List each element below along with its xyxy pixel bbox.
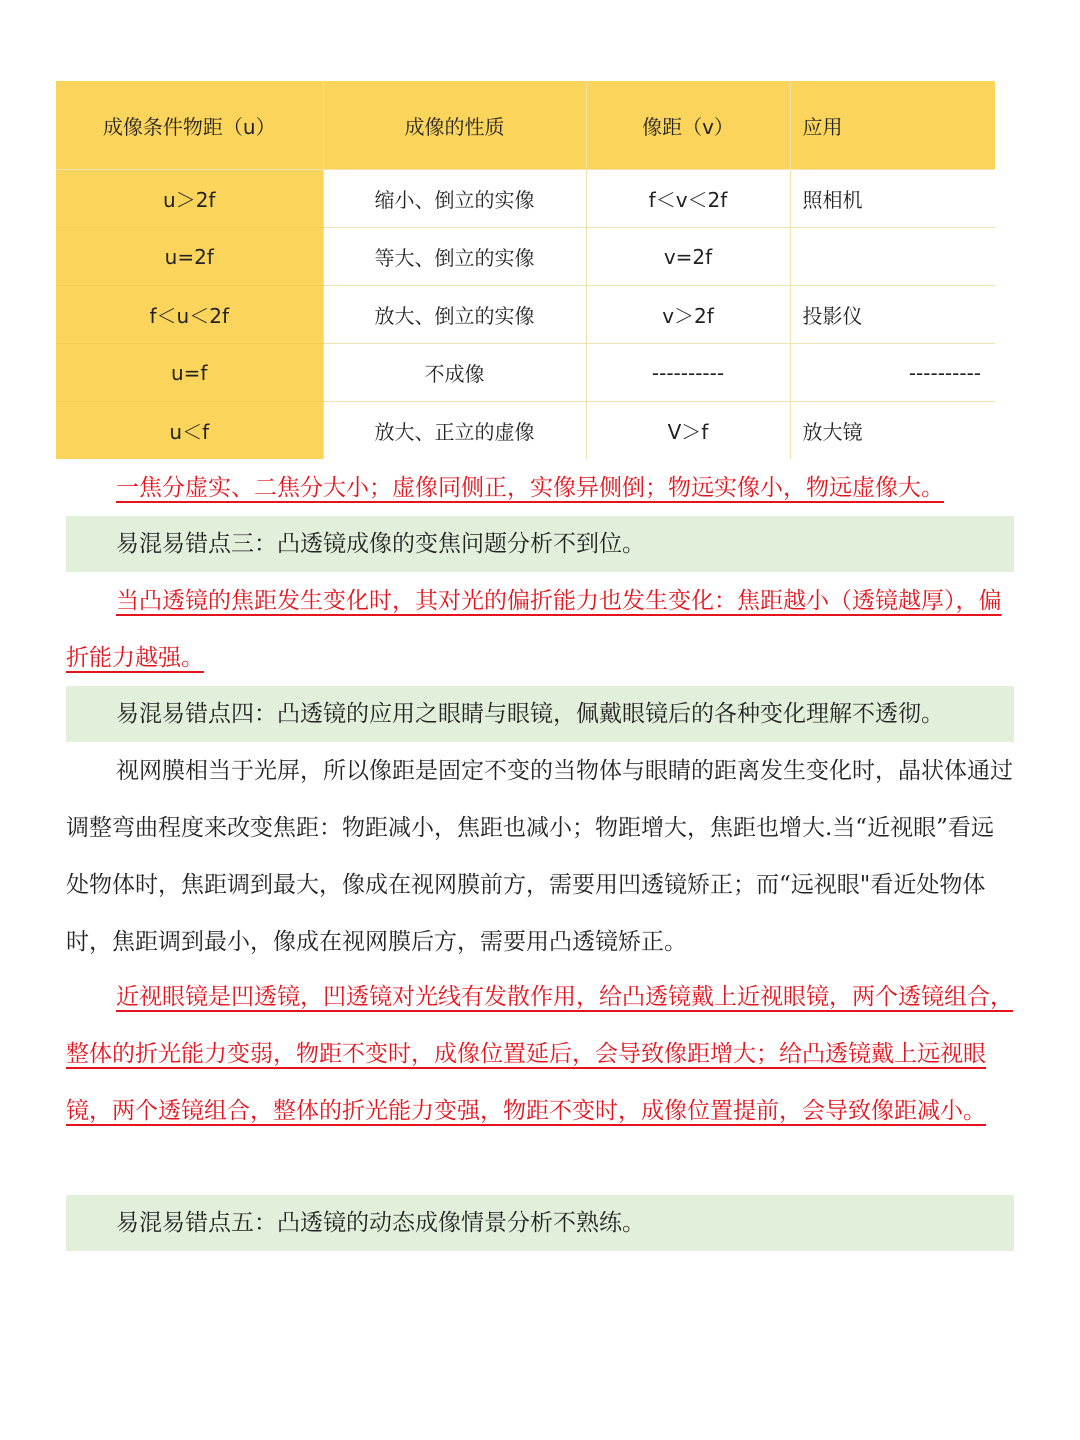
point4-note-text: 近视眼镜是凹透镜，凹透镜对光线有发散作用，给凸透镜戴上近视眼镜，两个透镜组合，整体的折光能力变弱，物距不变时，成像位置延后，会导致像距增大；给凸透镜戴上远视眼镜，两个透镜组合，整体的折光能力变强，物距不变时，成像位置提前，会导致像距减小。 — [66, 984, 1013, 1124]
mnemonic-line — [66, 460, 1014, 517]
header-nature: 成像的性质 — [323, 81, 586, 170]
header-image-distance: 像距（v） — [586, 81, 790, 170]
table-row — [56, 228, 995, 286]
cell-condition: f＜u＜2f — [56, 286, 323, 344]
cell-application: 放大镜 — [802, 420, 863, 444]
header-condition: 成像条件物距（u） — [56, 81, 323, 170]
cell-condition: u=f — [56, 344, 323, 402]
section-heading-point4: 易混易错点四：凸透镜的应用之眼睛与眼镜，佩戴眼镜后的各种变化理解不透彻。 — [66, 686, 1014, 742]
point4-body: 视网膜相当于光屏，所以像距是固定不变的当物体与眼睛的距离发生变化时，晶状体通过调整弯曲程度来改变焦距：物距减小，焦距也减小；物距增大，焦距也增大.当“近视眼”看远处物体时，焦距调到最大，像成在视网膜前方，需要用凹透镜矫正；而“远视眼"看近处物体时，焦距调到最小，像成在视网膜后方，需要用凸透镜矫正。 — [66, 758, 1013, 955]
cell-condition: u＜f — [56, 402, 323, 460]
cell-application: 投影仪 — [790, 286, 995, 344]
cell-image-distance: ---------- — [586, 344, 790, 402]
point3-note — [66, 573, 1014, 687]
cell-nature: 放大、倒立的实像 — [323, 286, 586, 344]
table-row — [56, 402, 995, 460]
cell-condition: u＞2f — [56, 170, 323, 228]
cell-application: ---------- — [790, 344, 995, 402]
cell-application: 照相机 — [790, 170, 995, 228]
table-row — [56, 286, 995, 344]
cell-nature: 等大、倒立的实像 — [323, 228, 586, 286]
mnemonic-text: 一焦分虚实、二焦分大小；虚像同侧正，实像异侧倒；物远实像小，物远虚像大。 — [116, 475, 944, 501]
table-header-row — [56, 81, 995, 170]
lens-imaging-table — [56, 81, 995, 459]
cell-image-distance: f＜v＜2f — [586, 170, 790, 228]
table-row — [56, 170, 995, 228]
cell-nature: 放大、正立的虚像 — [323, 402, 586, 460]
section-heading-point5: 易混易错点五：凸透镜的动态成像情景分析不熟练。 — [66, 1195, 1014, 1251]
point3-note-text: 当凸透镜的焦距发生变化时，其对光的偏折能力也发生变化：焦距越小（透镜越厚），偏折能力越强。 — [66, 588, 1002, 671]
section-heading-point3: 易混易错点三：凸透镜成像的变焦问题分析不到位。 — [66, 516, 1014, 572]
cell-image-distance: V＞f — [586, 402, 790, 460]
header-application: 应用 — [790, 81, 995, 170]
cell-image-distance: v=2f — [586, 228, 790, 286]
table-row — [56, 344, 995, 402]
cell-application — [790, 228, 995, 286]
cell-image-distance: v＞2f — [586, 286, 790, 344]
point4-note — [66, 969, 1014, 1140]
cell-condition: u=2f — [56, 228, 323, 286]
cell-nature: 不成像 — [323, 344, 586, 402]
cell-nature: 缩小、倒立的实像 — [323, 170, 586, 228]
